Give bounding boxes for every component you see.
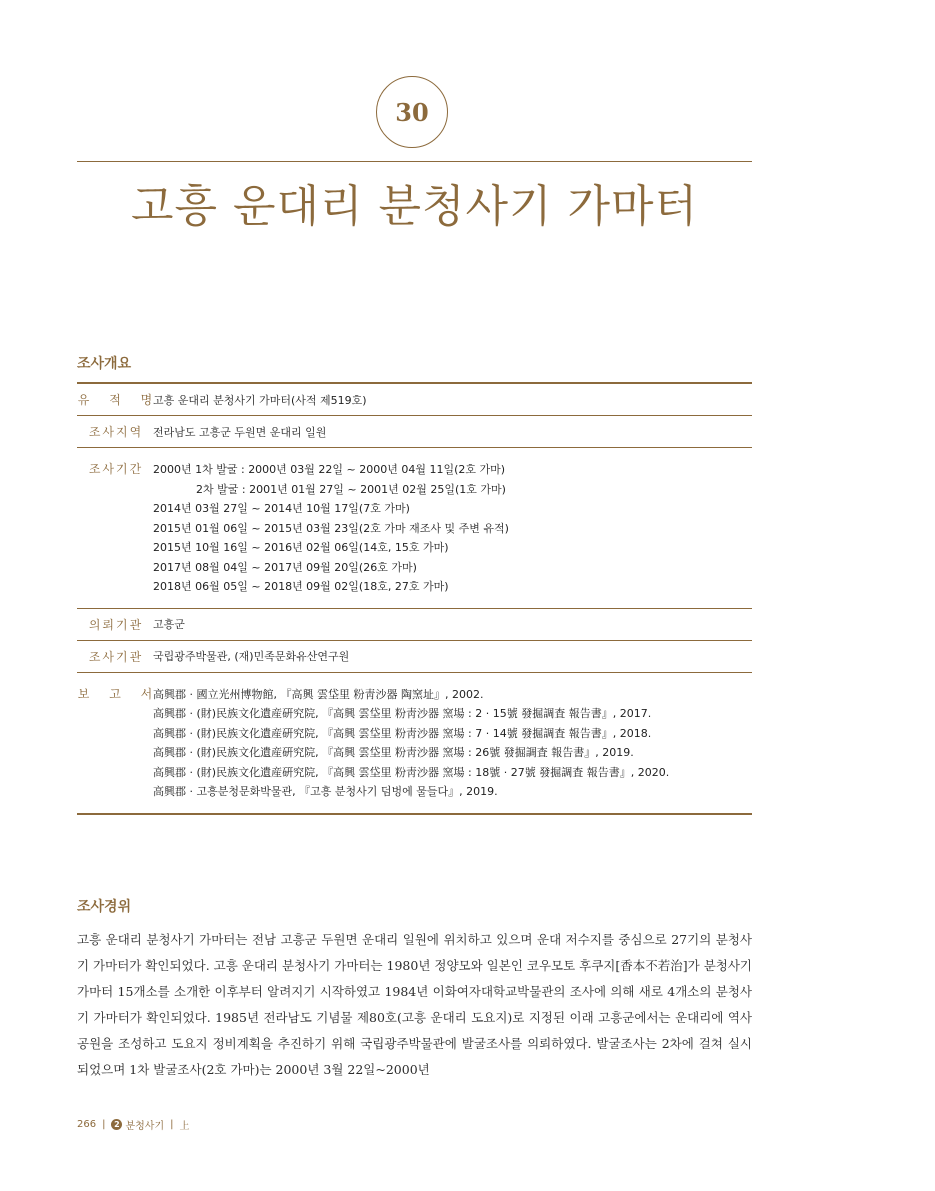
list-item: 高興郡 · 國立光州博物館, 『高興 雲垈里 粉靑沙器 陶窯址』, 2002. [153,687,484,701]
list-item: 2017년 08월 04일 ~ 2017년 09월 20일(26호 가마) [153,560,417,574]
series-name: 분청사기 [125,1121,165,1132]
list-item: 2015년 10월 16일 ~ 2016년 02월 06일(14호, 15호 가마) [153,541,449,554]
row-region [77,416,752,448]
row-value: 전라남도 고흥군 두원면 운대리 일원 [153,425,327,439]
row-label: 유 적 명 [77,393,161,407]
chapter-number-badge: 30 [376,76,448,148]
row-value-list [153,685,752,802]
row-client [77,609,752,641]
row-label: 보 고 서 [77,686,161,701]
list-item: 高興郡 · (財)民族文化遺産硏究院, 『高興 雲垈里 粉靑沙器 窯場 : 7 · 14號 發掘調査 報告書』, 2018. [153,726,652,740]
row-label: 조사기간 [88,462,144,476]
list-item: 2000년 1차 발굴 : 2000년 03월 22일 ~ 2000년 04월 11일(2호 가마) [153,463,506,476]
volume-number-icon: 2 [111,1119,122,1130]
page-title: 고흥 운대리 분청사기 가마터 [130,181,698,232]
row-reports [77,673,752,813]
title-divider [77,161,752,162]
row-label: 조사지역 [88,425,144,439]
overview-table [77,382,752,815]
row-site-name [77,384,752,416]
row-value-list [153,460,752,597]
footer-separator: | [102,1119,106,1130]
series-title [111,1117,164,1132]
row-label: 조사기관 [88,649,144,664]
page-number: 266 [77,1119,97,1130]
volume-label: 上 [179,1121,190,1132]
list-item: 2014년 03월 27일 ~ 2014년 10월 17일(7호 가마) [153,502,410,515]
row-value: 고흥 운대리 분청사기 가마터(사적 제519호) [153,393,367,407]
list-item: 2015년 01월 06일 ~ 2015년 03월 23일(2호 가마 재조사 및 주변 유적) [153,521,509,535]
list-item: 高興郡 · (財)民族文化遺産硏究院, 『高興 雲垈里 粉靑沙器 窯場 : 18號 · 27號 發掘調査 報告書』, 2020. [153,765,670,779]
row-value: 고흥군 [153,618,185,631]
list-item: 高興郡 · (財)民族文化遺産硏究院, 『高興 雲垈里 粉靑沙器 窯場 : 2 · 15號 發掘調査 報告書』, 2017. [153,707,652,720]
footer-separator: | [170,1119,174,1130]
overview-heading: 조사개요 [77,356,132,372]
list-item: 2차 발굴 : 2001년 01월 27일 ~ 2001년 02월 25일(1호 가마) [196,482,506,496]
row-agency [77,641,752,673]
list-item: 高興郡 · 고흥분청문화박물관, 『고흥 분청사기 덤벙에 물들다』, 2019. [153,785,498,798]
row-value: 국립광주박물관, (재)민족문화유산연구원 [153,650,350,663]
row-label: 의뢰기관 [88,617,144,632]
list-item: 高興郡 · (財)民族文化遺産硏究院, 『高興 雲垈里 粉靑沙器 窯場 : 26號 發掘調査 報告書』, 2019. [153,746,634,759]
history-heading: 조사경위 [77,899,132,915]
list-item: 2018년 06월 05일 ~ 2018년 09월 02일(18호, 27호 가마) [153,580,449,593]
history-paragraph: 고흥 운대리 분청사기 가마터는 전남 고흥군 두원면 운대리 일원에 위치하고 있으며 운대 저수지를 중심으로 27기의 분청사기 가마터가 확인되었다. 고흥 운대리 분청사기 가마터는 1980년 정양모와 일본인 코우모토 후쿠지[香本不若治]가 분청사기 가마터 15개소를 소개한 이후부터 알려지기 시작하였고 1984년 이화여자대학교박물관의 조사에 의해 새로 4개소의 분청사기 가마터가 확인되었다. 1985년 전라남도 기념물 제80호(고흥 운대리 도요지)로 지정된 이래 고흥군에서는 운대리에 역사공원을 조성하고 도요지 정비계획을 추진하기 위해 국립광주박물관에 발굴조사를 의뢰하였다. 발굴조사는 2차에 걸쳐 실시되었으며 1차 발굴조사(2호 가마)는 2000년 3월 22일~2000년 [77,932,752,1077]
page-footer [77,1117,189,1132]
row-period [77,448,752,609]
